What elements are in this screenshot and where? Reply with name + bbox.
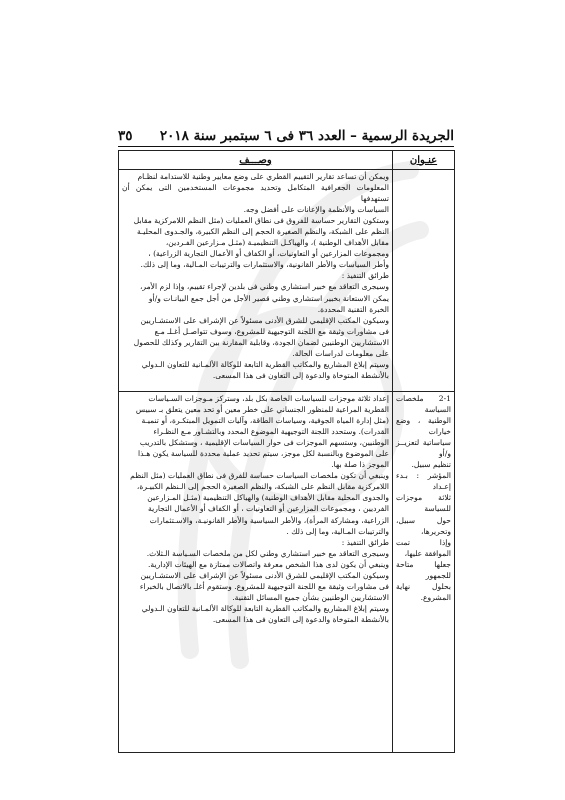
row2-title-line: تنظيم سبيل.: [411, 460, 451, 470]
row1-line: طرائق التنفيذ :: [341, 271, 389, 281]
content-table: [118, 150, 455, 753]
column-header-description: وصـــف: [119, 151, 393, 170]
row1-line: وسيكون المكتب الإقليمي للشرق الأدنى مسئولاً عن الإشراف على الاستشـاريين: [140, 315, 389, 325]
row2-description-cell: [119, 392, 393, 753]
row2-line: القطرية المراعية للمنظور الجنساني على خطر معين أو تحد معين يتعلق بـ سبيس: [135, 405, 389, 415]
row1-line: وسيتم إبلاغ المشاريع والمكاتب القطرية التابعة للوكالة الألمـانية للتعاون الـدولي: [141, 359, 389, 369]
row2-title-line: حول سبيل، وتحريرها،: [396, 515, 451, 536]
row2-line: اللامركزية مقابل النظم على الشبكة، والنظم الصغيرة الحجم إلى الـنظم الكبيـرة،: [136, 482, 389, 492]
row1-description: [119, 170, 392, 382]
row2-line: وسيكون المكتب الإقليمي للشرق الأدنى مسئولاً عن الإشراف على الاستشـاريين: [140, 570, 389, 580]
row1-line: الاستشاريين الوطنيين لضمان الجودة، وقابلية المقارنة بين التقارير وكذلك للحصول: [133, 337, 389, 347]
row1-line: ويمكن أن تساعد تقارير التقييم القطري على وضع معايير وطنية للاستدامة لنظـام: [137, 172, 389, 181]
row1-line: يمكن الاستعانة بخبير استشاري وطني قصير الأجل من أجل جمع البيانـات و/أو: [148, 293, 389, 303]
row2-line: القدرات). وستحدد اللجنة التوجيهية الموضوع المحدد وبالتشـاور مـع النظـراء: [153, 427, 389, 437]
row1-title-cell: [393, 170, 455, 392]
gazette-title: الجريدة الرسمية – العدد ٣٦ فى ٦ سبتمبر سنة ٢٠١٨: [159, 128, 454, 144]
row2-line: والترتيبات المـالية، وما إلى ذلك .: [286, 526, 389, 536]
row2-line: الاستشاريين الوطنيين بشأن جميع المسائل التقنية.: [232, 592, 389, 602]
row1-line: النظم على الشبكة، والنظم الصغيرة الحجم إلى النظم الكبيرة، والجـدوى المحليـة: [137, 227, 389, 237]
row2-title-line: ثلاثة موجزات للسياسة: [396, 493, 451, 514]
row2-line: بالأنشطة المتوخاة والدعوة إلى التعاون فى هذا المسعى.: [212, 614, 389, 624]
row1-line: وستكون التقارير حساسة للفروق فى نطاق العمليات (مثل النظم اللامركزية مقابل: [133, 216, 389, 226]
row1-line: الخبرة التقنية المحددة.: [317, 304, 389, 314]
row2-line: وسيتم إبلاغ المشاريع والمكاتب القطرية التابعة للوكالة الألمـانية للتعاون الـدولي: [141, 603, 389, 613]
row2-line: والجدوى المحلية مقابل الأهداف الوطنية) والهياكل التنظيمية (مثـل المـزارعين: [147, 493, 389, 503]
row2-line: الموجز ذا صلة بها.: [331, 460, 389, 470]
column-header-title: عنـوان: [393, 151, 455, 170]
row2-line: الزراعية، ومشاركة المرأة)، والأطر السياسية والأطر القانونيـة، والاسـتثمارات: [149, 515, 389, 525]
row1-line: فى مشاورات وثيقة مع اللجنة التوجيهية للمشروع، وسوف تتواصـل أغـلـ مـع: [154, 326, 389, 336]
row2-line: وينبغي أن يكون لدى هذا الشخص معرفة واتصالات ممتازة مع الهيئات الإدارية.: [147, 559, 389, 569]
header-divider: [118, 146, 454, 147]
row2-line: طرائق التنفيذ :: [341, 537, 389, 547]
row1-line: ومجموعات المزارعين أو التعاونيات، أو الكفاف أو الأعمال التجارية الزراعية) ،: [148, 249, 389, 259]
row2-line: وسيجرى التعاقد مع خبير استشاري وطني لكل من ملخصات السـياسة الـثلاث.: [146, 548, 389, 558]
row1-description-cell: [119, 170, 393, 392]
table-row: [119, 170, 455, 392]
row2-title-line: جعلها متاحة للجمهور: [396, 559, 451, 580]
row2-line: وينبغي أن تكون ملخصات السياسات حساسة للفرق فى نطاق العمليات (مثل النظم: [130, 471, 389, 481]
row2-line: إعداد ثلاثة موجزات للسياسات الخاصة بكل بلد، وستركز مـوجزات السـياسات: [148, 394, 389, 403]
row1-line: على معلومات لدراسات الحالة.: [292, 348, 389, 358]
page-number: ٣٥: [118, 128, 133, 144]
row2-description: [119, 392, 392, 626]
row2-title-line: الوطنية ، وضع خيارات: [396, 416, 451, 437]
row2-line: الفرديين ، ومجموعات المزارعين أو التعاونيات ، أو الكفاف أو الأعمال التجارية: [148, 504, 389, 514]
row1-title: [393, 170, 454, 172]
row2-line: (مثل إدارة المياه الجوفية، وسياسات الطاقة، وآليات التمويل المبتكـرة، أو تنميـة: [141, 416, 389, 426]
row1-line: مقابل الأهداف الوطنية )، والهياكـل التنظيميـة (مثـل مـزارعين الفـردين،: [165, 238, 389, 248]
row2-title: [393, 392, 454, 604]
table-header-row: [119, 151, 455, 170]
table-row: [119, 392, 455, 753]
row1-line: وسيجرى التعاقد مع خبير استشاري وطني فى بلدين لإجراء تقييم، وإذا لزم الأمر،: [139, 282, 389, 292]
row1-line: السياسات والأنظمة والإعانات على أفضل وجه.: [243, 205, 389, 215]
row2-title-line: 2-1 ملخصات السياسة: [396, 394, 451, 415]
row2-line: على الموضوع وبالنسبة لكل موجز، سيتم تحديد عملية محددة للسياسة يكون هـذا: [138, 449, 389, 459]
row2-title-line: بحلول نهاية المشروع.: [396, 581, 451, 602]
row2-title-line: وإذا تمت الموافقة عليها،: [396, 537, 451, 558]
row1-line: بالأنشطة المتوخاة والدعوة إلى التعاون فى هذا المسعى.: [212, 370, 389, 380]
row2-title-cell: [393, 392, 455, 753]
row2-title-line: المؤشر : بـدء إعـداد: [396, 471, 451, 492]
row1-line: وأطر السياسات والأطر القانونية، والاستثمارات والترتيبات المـالية، وما إلى ذلك.: [140, 260, 389, 270]
row2-title-line: سياساتية لتعزيــز و/أو: [396, 438, 451, 459]
row1-line: المعلومات الجغرافية المتكامل وتحديد مجموعات المستخدمين التى يمكن أن تستهدفها: [122, 183, 389, 204]
row2-line: فى مشاورات وثيقة مع اللجنة التوجيهية للمشروع. وستقوم أغلـ بالاتصال بالخبراء: [139, 581, 389, 591]
row2-line: الوطنيين، وستسهم الموجزات فى حوار السياسات الإقليمية ، وستشكل بالتدريب: [139, 438, 389, 448]
page-header: [118, 124, 454, 144]
